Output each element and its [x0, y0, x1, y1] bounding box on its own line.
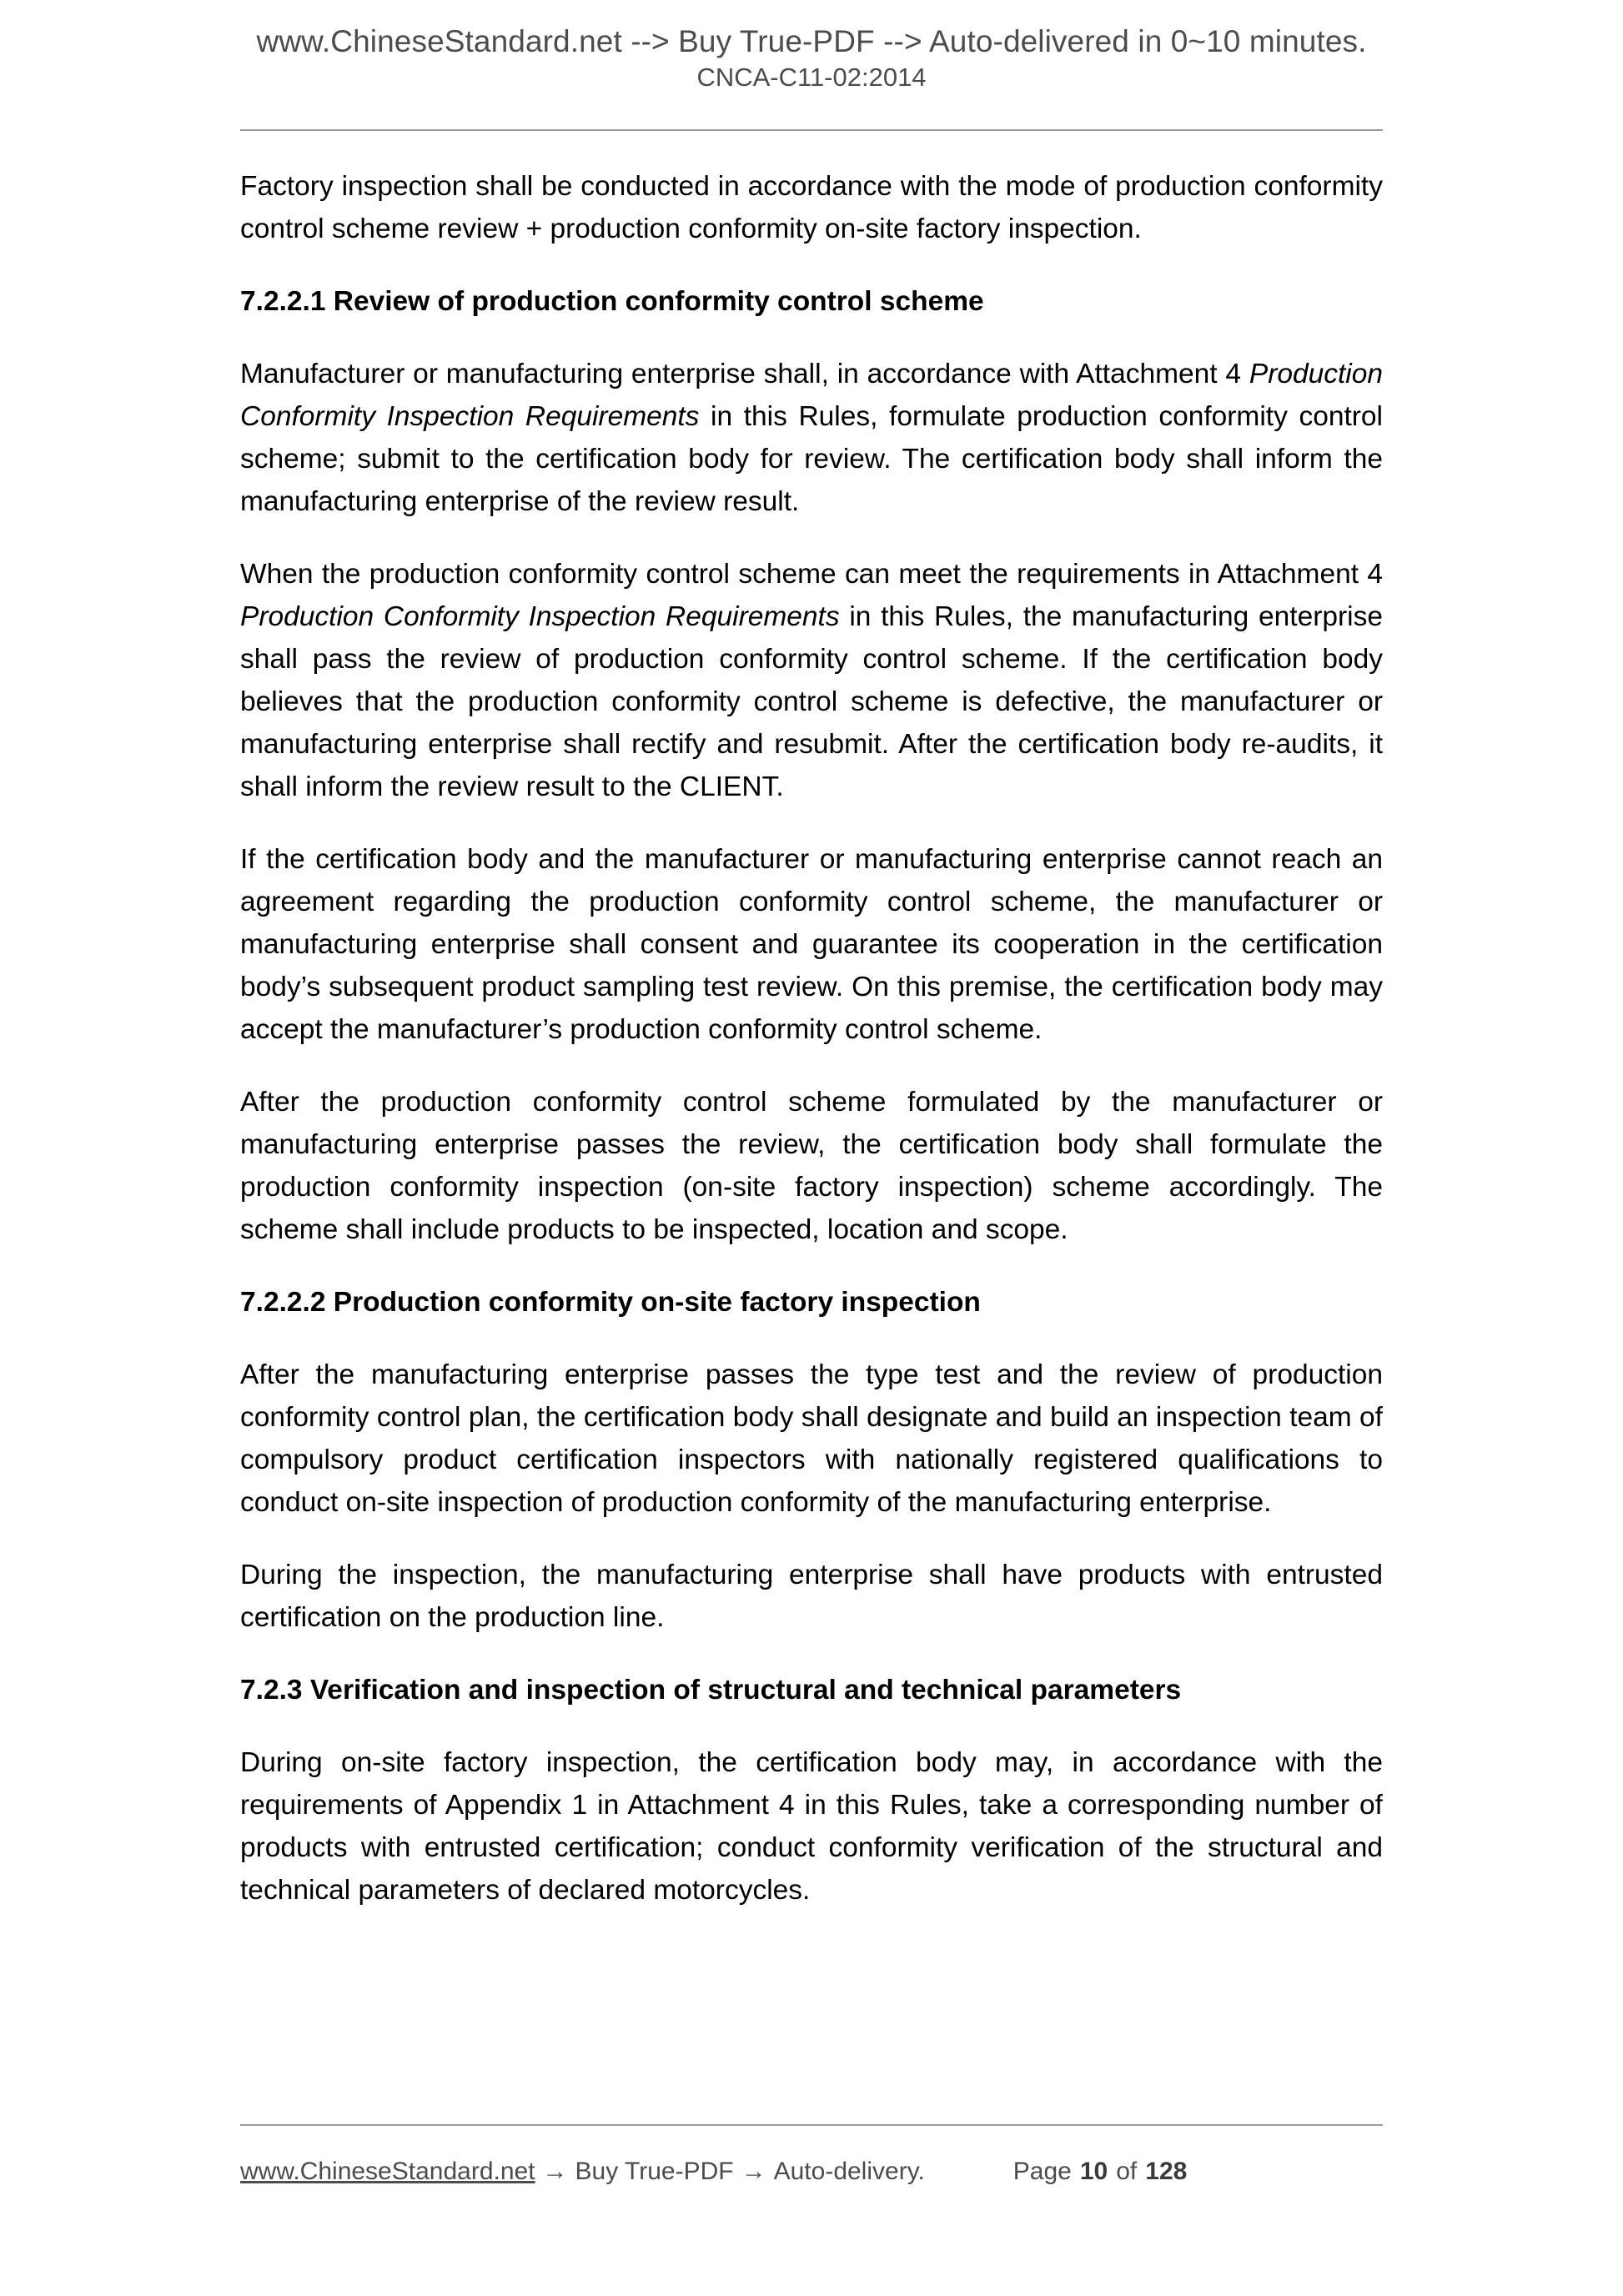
paragraph-text-part: in this Rules, the manufacturing enterprise shall pass the review of production conformity control scheme. If the certification body believes that the production conformity control scheme is defective, the manufacturer or manufacturing enterprise shall rectify and resubmit. After the certification body re-audits, it shall inform the review result to the CLIENT. — [240, 601, 1383, 802]
paragraph-cannot-reach-agreement: If the certification body and the manufacturer or manufacturing enterprise cannot reach an agreement regarding the production conformity control scheme, the manufacturer or manufacturing enterprise shall consent and guarantee its cooperation in the certification body’s subsequent product sampling test review. On this premise, the certification body may accept the manufacturer’s production conformity control scheme. — [240, 844, 1383, 1045]
paragraph-after-type-test: After the manufacturing enterprise passes the type test and the review of production conformity control plan, the certification body shall designate and build an inspection team of compulsory product certification inspectors with nationally registered qualifications to conduct on-site inspection of production conformity of the manufacturing enterprise. — [240, 1359, 1383, 1518]
document-body — [240, 165, 1383, 1912]
page-footer — [240, 2154, 1383, 2189]
paragraph-text-part: in this Rules, formulate production conformity control scheme; submit to the certification body for review. The certification body shall inform the manufacturing enterprise of the review result. — [240, 401, 1383, 517]
paragraph-after-scheme-passes: After the production conformity control scheme formulated by the manufacturer or manufacturing enterprise passes the review, the certification body shall formulate the production conformity inspection (on-site factory inspection) scheme accordingly. The scheme shall include products to be inspected, location and scope. — [240, 1087, 1383, 1245]
attachment-title-italic: Production Conformity Inspection Requirements — [240, 359, 1383, 432]
heading-7-2-2-2: 7.2.2.2 Production conformity on-site factory inspection — [240, 1287, 981, 1318]
page-of-label: of — [1116, 2158, 1138, 2185]
arrow-right-icon: → — [542, 2158, 568, 2185]
attachment-title-italic: Production Conformity Inspection Requirements — [240, 601, 840, 632]
footer-divider — [240, 2124, 1383, 2126]
paragraph-during-inspection: During the inspection, the manufacturing enterprise shall have products with entrusted certification on the production line. — [240, 1560, 1383, 1633]
heading-7-2-2-1: 7.2.2.1 Review of production conformity control scheme — [240, 286, 984, 317]
footer-delivery-text: Auto-delivery. — [773, 2158, 925, 2185]
page-label: Page — [1012, 2158, 1072, 2185]
current-page-number: 10 — [1079, 2158, 1108, 2185]
header-promo-text: www.ChineseStandard.net --> Buy True-PDF --> Auto-delivered in 0~10 minutes. — [256, 24, 1367, 58]
paragraph-manufacturer-shall — [240, 353, 1383, 523]
footer-promo — [240, 2154, 925, 2189]
page-header — [0, 0, 1623, 93]
arrow-right-icon: → — [741, 2158, 766, 2185]
footer-buy-text: Buy True-PDF — [575, 2158, 734, 2185]
footer-site-link[interactable]: www.ChineseStandard.net — [240, 2158, 535, 2185]
paragraph-when-scheme-meets — [240, 553, 1383, 808]
total-page-number: 128 — [1145, 2158, 1188, 2185]
paragraph-during-on-site-inspection: During on-site factory inspection, the certification body may, in accordance with the requirements of Appendix 1 in Attachment 4 in this Rules, take a corresponding number of products with entrusted certification; conduct conformity verification of the structural and technical parameters of declared motorcycles. — [240, 1747, 1383, 1906]
standard-code: CNCA-C11-02:2014 — [696, 62, 927, 92]
page-indicator — [1013, 2154, 1188, 2189]
paragraph-factory-inspection: Factory inspection shall be conducted in accordance with the mode of production conformity control scheme review + production conformity on-site factory inspection. — [240, 171, 1383, 244]
header-divider — [240, 129, 1383, 131]
paragraph-text-part: When the production conformity control scheme can meet the requirements in Attachment 4 — [240, 559, 1383, 590]
heading-7-2-3: 7.2.3 Verification and inspection of structural and technical parameters — [240, 1675, 1182, 1706]
paragraph-text-part: Manufacturer or manufacturing enterprise shall, in accordance with Attachment 4 — [240, 359, 1249, 389]
